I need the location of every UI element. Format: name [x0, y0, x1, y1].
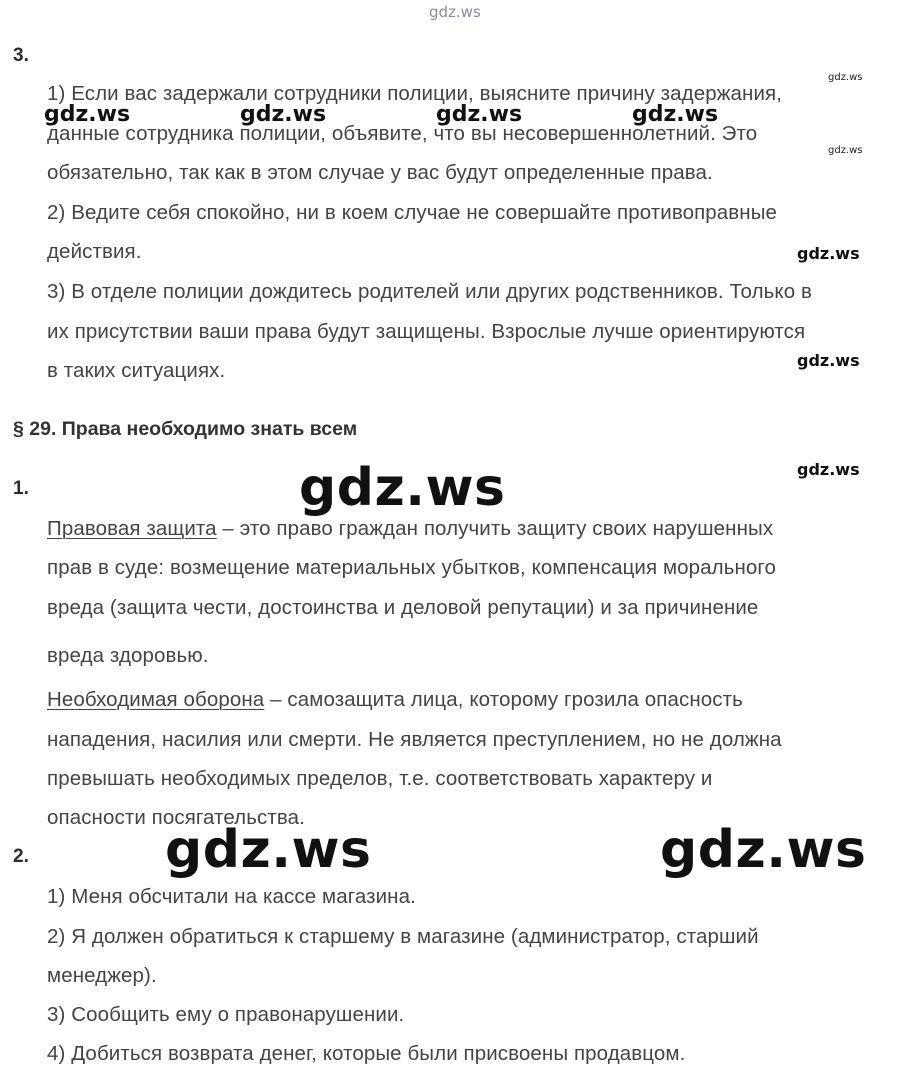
watermark-xl-3: gdz.ws [660, 820, 867, 880]
def1-line-1-text: – это право граждан получить защиту своих нарушенных [216, 517, 774, 540]
task1-def2-line-3: превышать необходимых пределов, т.е. соответствовать характеру и [47, 767, 713, 790]
task3-line-2: данные сотрудника полиции, объявите, что вы несовершеннолетний. Это [47, 122, 758, 145]
task2-line-5: 4) Добиться возврата денег, которые были присвоены продавцом. [47, 1042, 686, 1065]
task3-line-5: действия. [47, 240, 142, 263]
task1-def1-line-4: вреда здоровью. [47, 644, 209, 667]
task1-def2-line-1 [47, 688, 743, 712]
def2-line-1-text: – самозащита лица, которому грозила опасность [264, 688, 743, 711]
task1-def2-line-4: опасности посягательства. [47, 806, 305, 829]
watermark-sm-3: gdz.ws [797, 460, 860, 479]
task-number-2: 2. [13, 846, 29, 867]
watermark-md-1: gdz.ws [44, 102, 131, 127]
task3-line-1: 1) Если вас задержали сотрудники полиции, выясните причину задержания, [47, 82, 783, 105]
watermark-top: gdz.ws [429, 3, 481, 21]
watermark-xl-1: gdz.ws [299, 458, 506, 518]
watermark-sm-1: gdz.ws [797, 244, 860, 263]
term-legal-protection: Правовая защита [47, 517, 217, 540]
watermark-md-3: gdz.ws [436, 102, 523, 127]
watermark-sm-2: gdz.ws [797, 351, 860, 370]
task3-line-3: обязательно, так как в этом случае у вас будут определенные права. [47, 161, 713, 184]
task1-def1-line-2: прав в суде: возмещение материальных убытков, компенсация морального [47, 556, 777, 579]
task2-line-1: 1) Меня обсчитали на кассе магазина. [47, 885, 416, 908]
task2-line-2: 2) Я должен обратиться к старшему в магазине (администратор, старший [47, 925, 759, 948]
task3-line-8: в таких ситуациях. [47, 359, 226, 382]
task3-line-4: 2) Ведите себя спокойно, ни в коем случае не совершайте противоправные [47, 201, 778, 224]
task3-line-6: 3) В отделе полиции дождитесь родителей или других родственников. Только в [47, 280, 812, 303]
paragraph-heading: § 29. Права необходимо знать всем [13, 418, 358, 440]
task3-line-7: их присутствии ваши права будут защищены. Взрослые лучше ориентируются [47, 320, 806, 343]
watermark-xs-2: gdz.ws [828, 145, 863, 156]
task-number-3: 3. [13, 45, 29, 66]
watermark-md-4: gdz.ws [632, 102, 719, 127]
task1-def1-line-1 [47, 517, 773, 541]
task2-line-3: менеджер). [47, 964, 157, 987]
task2-line-4: 3) Сообщить ему о правонарушении. [47, 1003, 405, 1026]
watermark-xs-1: gdz.ws [828, 72, 863, 83]
watermark-md-2: gdz.ws [240, 102, 327, 127]
task1-def2-line-2: нападения, насилия или смерти. Не является преступлением, но не должна [47, 728, 782, 751]
task1-def1-line-3: вреда (защита чести, достоинства и деловой репутации) и за причинение [47, 596, 759, 619]
term-self-defense: Необходимая оборона [47, 688, 265, 711]
watermark-xl-2: gdz.ws [165, 820, 372, 880]
task-number-1: 1. [13, 478, 29, 499]
